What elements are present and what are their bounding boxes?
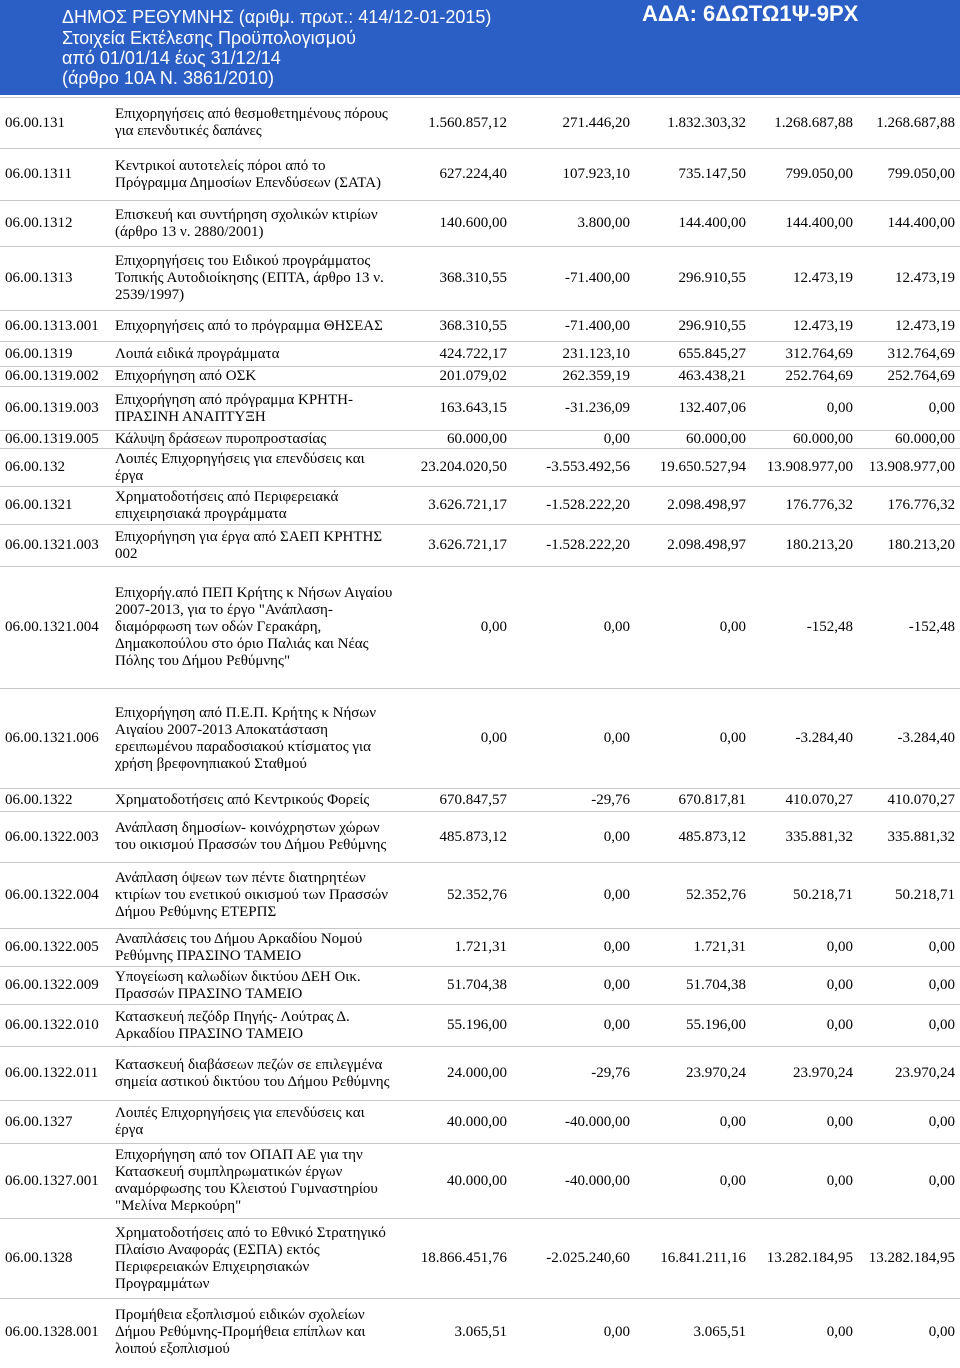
row-description: Λοιπά ειδικά προγράμματα [115, 345, 280, 362]
value-cell: 1.832.303,32 [667, 114, 746, 131]
table-row [0, 1143, 960, 1218]
row-code: 06.00.132 [5, 459, 65, 475]
row-code: 06.00.1319.002 [5, 368, 99, 384]
value-cell: 55.196,00 [447, 1017, 507, 1033]
value-cell: 0,00 [603, 1017, 630, 1033]
table-row [0, 811, 960, 862]
value-cell: 0,00 [719, 1113, 746, 1130]
row-code: 06.00.1321.006 [5, 730, 99, 746]
value-cell: 655.845,27 [678, 345, 746, 362]
table-row [0, 1298, 960, 1366]
value-cell: -2.025.240,60 [546, 1250, 630, 1266]
value-cell: 50.218,71 [793, 887, 853, 903]
row-code: 06.00.1322.011 [5, 1065, 99, 1081]
value-cell: 627.224,40 [439, 166, 507, 182]
row-description: Επισκευή και συντήρηση σχολικών κτιρίων (άρθρο 13 ν. 2880/2001) [115, 206, 378, 240]
row-code: 06.00.1319.005 [5, 431, 99, 447]
row-description: Υπογείωση καλωδίων δικτύου ΔΕΗ Οικ. Πρασσών ΠΡΑΣΙΝΟ ΤΑΜΕΙΟ [115, 968, 361, 1002]
value-cell: 16.841.211,16 [660, 1250, 746, 1266]
table-row [0, 688, 960, 788]
value-cell: 368.310,55 [439, 270, 507, 286]
value-cell: 55.196,00 [686, 1017, 746, 1033]
report-title: Στοιχεία Εκτέλεσης Προϋπολογισμού [62, 28, 356, 48]
value-cell: 144.400,00 [887, 215, 955, 231]
value-cell: 0,00 [928, 977, 955, 993]
value-cell: 0,00 [928, 1172, 955, 1189]
table-row [0, 97, 960, 148]
value-cell: 60.000,00 [447, 431, 507, 447]
table-row [0, 1100, 960, 1143]
value-cell: 0,00 [603, 828, 630, 845]
table-row [0, 1004, 960, 1046]
value-cell: 3.800,00 [577, 215, 630, 231]
value-cell: 1.268.687,88 [774, 114, 853, 131]
header-band [0, 0, 960, 95]
row-code: 06.00.1322.009 [5, 977, 99, 993]
value-cell: 0,00 [603, 1324, 630, 1340]
value-cell: 52.352,76 [447, 887, 507, 903]
value-cell: 132.407,06 [678, 400, 746, 416]
value-cell: 23.970,24 [793, 1065, 853, 1081]
row-description: Επιχορηγήσεις από το πρόγραμμα ΘΗΣΕΑΣ [115, 317, 383, 334]
value-cell: 271.446,20 [562, 114, 630, 131]
value-cell: 410.070,27 [887, 791, 955, 808]
value-cell: 3.065,51 [693, 1324, 746, 1340]
table-row [0, 310, 960, 341]
value-cell: 0,00 [928, 1113, 955, 1130]
value-cell: 180.213,20 [887, 537, 955, 553]
row-code: 06.00.1322.003 [5, 828, 99, 845]
value-cell: 12.473,19 [793, 317, 853, 334]
value-cell: 176.776,32 [887, 497, 955, 513]
value-cell: 231.123,10 [562, 345, 630, 362]
value-cell: 140.600,00 [439, 215, 507, 231]
value-cell: 144.400,00 [785, 215, 853, 231]
table-row [0, 566, 960, 688]
row-description: Κατασκευή διαβάσεων πεζών σε επιλεγμένα σημεία αστικού δικτύου του Δήμου Ρεθύμνης [115, 1056, 390, 1090]
value-cell: 50.218,71 [895, 887, 955, 903]
value-cell: 0,00 [826, 1113, 853, 1130]
row-description: Χρηματοδοτήσεις από το Εθνικό Στρατηγικό Πλαίσιο Αναφοράς (ΕΣΠΑ) εκτός Περιφερειακών Επιχειρησιακών Προγραμμάτων [115, 1224, 386, 1292]
value-cell: 23.970,24 [895, 1065, 955, 1081]
value-cell: -1.528.222,20 [546, 537, 630, 553]
row-description: Κεντρικοί αυτοτελείς πόροι από το Πρόγραμμα Δημοσίων Επενδύσεων (ΣΑΤΑ) [115, 157, 382, 191]
value-cell: 3.626.721,17 [428, 497, 507, 513]
value-cell: 180.213,20 [785, 537, 853, 553]
value-cell: -29,76 [591, 1065, 630, 1081]
table-row [0, 788, 960, 811]
row-description: Κατασκευή πεζόδρ Πηγής- Λούτρας Δ. Αρκαδίου ΠΡΑΣΙΝΟ ΤΑΜΕΙΟ [115, 1008, 350, 1042]
value-cell: 0,00 [603, 730, 630, 746]
value-cell: 40.000,00 [447, 1172, 507, 1189]
row-code: 06.00.1328 [5, 1250, 73, 1266]
value-cell: 0,00 [826, 977, 853, 993]
value-cell: 368.310,55 [439, 317, 507, 334]
value-cell: 40.000,00 [447, 1113, 507, 1130]
row-code: 06.00.1321.003 [5, 537, 99, 553]
row-description: Επιχορήγηση από πρόγραμμα ΚΡΗΤΗ- ΠΡΑΣΙΝΗ ΑΝΑΠΤΥΞΗ [115, 391, 353, 425]
value-cell: 13.282.184,95 [766, 1250, 853, 1266]
value-cell: -3.553.492,56 [546, 459, 630, 475]
value-cell: 0,00 [719, 730, 746, 746]
value-cell: 312.764,69 [785, 345, 853, 362]
value-cell: -40.000,00 [565, 1113, 630, 1130]
ada-code: ΑΔΑ: 6ΔΩΤΩ1Ψ-9ΡΧ [642, 1, 859, 26]
value-cell: 252.764,69 [785, 368, 853, 384]
value-cell: 51.704,38 [686, 977, 746, 993]
value-cell: 3.065,51 [454, 1324, 507, 1340]
table-row [0, 966, 960, 1004]
budget-table [0, 97, 960, 1366]
table-row [0, 524, 960, 566]
table-row [0, 1218, 960, 1298]
value-cell: 0,00 [603, 977, 630, 993]
table-row [0, 486, 960, 524]
row-code: 06.00.1319 [5, 345, 73, 362]
value-cell: 12.473,19 [895, 317, 955, 334]
row-description: Προμήθεια εξοπλισμού ειδικών σχολείων Δήμου Ρεθύμνης-Προμήθεια επίπλων και λοιπού εξοπλισμού [115, 1307, 366, 1357]
value-cell: 799.050,00 [887, 166, 955, 182]
value-cell: 0,00 [826, 1017, 853, 1033]
value-cell: 312.764,69 [887, 345, 955, 362]
value-cell: 19.650.527,94 [659, 459, 746, 475]
value-cell: -31.236,09 [565, 400, 630, 416]
value-cell: 0,00 [928, 1017, 955, 1033]
row-description: Ανάπλαση δημοσίων- κοινόχρηστων χώρων του οικισμού Πρασσών του Δήμου Ρεθύμνης [115, 820, 387, 853]
value-cell: 0,00 [928, 400, 955, 416]
value-cell: 144.400,00 [678, 215, 746, 231]
value-cell: 201.079,02 [439, 368, 507, 384]
row-description: Λοιπές Επιχορηγήσεις για επενδύσεις και έργα [115, 1105, 365, 1138]
value-cell: 107.923,10 [562, 166, 630, 182]
row-code: 06.00.1322.004 [5, 887, 99, 903]
value-cell: 0,00 [719, 1172, 746, 1189]
value-cell: 60.000,00 [686, 431, 746, 447]
value-cell: 670.847,57 [439, 791, 507, 808]
value-cell: 0,00 [603, 939, 630, 955]
row-code: 06.00.1322.005 [5, 939, 99, 955]
municipality-protocol: ΔΗΜΟΣ ΡΕΘΥΜΝΗΣ (αριθμ. πρωτ.: 414/12-01-2015) [62, 7, 492, 27]
value-cell: 296.910,55 [678, 270, 746, 286]
value-cell: 262.359,19 [562, 368, 630, 384]
row-code: 06.00.131 [5, 114, 65, 131]
row-description: Επιχορηγήσεις από θεσμοθετημένους πόρους για επενδυτικές δαπάνες [115, 106, 388, 139]
row-code: 06.00.1321.004 [5, 619, 99, 635]
table-row [0, 430, 960, 448]
row-code: 06.00.1313 [5, 270, 73, 286]
row-description: Κάλυψη δράσεων πυροπροστασίας [115, 431, 327, 447]
value-cell: 0,00 [719, 619, 746, 635]
value-cell: 13.282.184,95 [868, 1250, 955, 1266]
value-cell: 176.776,32 [785, 497, 853, 513]
value-cell: 0,00 [826, 1324, 853, 1340]
value-cell: 163.643,15 [439, 400, 507, 416]
value-cell: 23.970,24 [686, 1065, 746, 1081]
row-code: 06.00.1327.001 [5, 1172, 99, 1189]
value-cell: 2.098.498,97 [667, 537, 746, 553]
value-cell: 335.881,32 [785, 828, 853, 845]
value-cell: 12.473,19 [895, 270, 955, 286]
row-description: Χρηματοδοτήσεις από Περιφερειακά επιχειρησιακά προγράμματα [115, 488, 339, 522]
value-cell: 0,00 [480, 619, 507, 635]
value-cell: 0,00 [928, 1324, 955, 1340]
value-cell: 424.722,17 [439, 345, 507, 362]
row-code: 06.00.1311 [5, 166, 72, 182]
value-cell: 60.000,00 [895, 431, 955, 447]
value-cell: 410.070,27 [785, 791, 853, 808]
table-row [0, 246, 960, 310]
value-cell: -1.528.222,20 [546, 497, 630, 513]
table-row [0, 148, 960, 200]
table-row [0, 366, 960, 386]
value-cell: 1.721,31 [454, 939, 507, 955]
value-cell: 335.881,32 [887, 828, 955, 845]
value-cell: 485.873,12 [678, 828, 746, 845]
value-cell: -71.400,00 [565, 317, 630, 334]
row-code: 06.00.1319.003 [5, 400, 99, 416]
value-cell: -29,76 [591, 791, 630, 808]
value-cell: 1.721,31 [693, 939, 746, 955]
value-cell: 0,00 [928, 939, 955, 955]
value-cell: -71.400,00 [565, 270, 630, 286]
value-cell: 2.098.498,97 [667, 497, 746, 513]
row-description: Επιχορήγηση από ΟΣΚ [115, 368, 257, 384]
value-cell: 252.764,69 [887, 368, 955, 384]
value-cell: -3.284,40 [795, 730, 853, 746]
value-cell: 24.000,00 [447, 1065, 507, 1081]
value-cell: 60.000,00 [793, 431, 853, 447]
row-description: Επιχορήγηση από Π.Ε.Π. Κρήτης κ Νήσων Αιγαίου 2007-2013 Αποκατάσταση ερειπωμένου παραδοσιακού κτίσματος για χρήση βρεφονηπιακού Σταθμού [115, 704, 377, 772]
value-cell: 18.866.451,76 [420, 1250, 507, 1266]
row-description: Επιχορήγ.από ΠΕΠ Κρήτης κ Νήσων Αιγαίου 2007-2013, για το έργο "Ανάπλαση- διαμόρφωση των οδών Γερακάρη, Δημακοπούλου στο όριο Παλιάς και Νέας Πόλης του Δήμου Ρεθύμνης" [115, 585, 393, 669]
row-code: 06.00.1328.001 [5, 1324, 99, 1340]
value-cell: 12.473,19 [793, 270, 853, 286]
value-cell: -152,48 [908, 619, 955, 635]
value-cell: 296.910,55 [678, 317, 746, 334]
value-cell: 52.352,76 [686, 887, 746, 903]
value-cell: 735.147,50 [678, 166, 746, 182]
table-row [0, 862, 960, 928]
row-code: 06.00.1321 [5, 497, 73, 513]
value-cell: 1.268.687,88 [876, 114, 955, 131]
value-cell: -40.000,00 [565, 1172, 630, 1189]
value-cell: 0,00 [603, 431, 630, 447]
row-description: Ανάπλαση όψεων των πέντε διατηρητέων κτιρίων του ενετικού οικισμού των Πρασσών Δήμου Ρεθύμνης ΕΤΕΡΠΣ [115, 870, 388, 920]
row-code: 06.00.1313.001 [5, 317, 99, 334]
row-description: Λοιπές Επιχορηγήσεις για επενδύσεις και έργα [115, 450, 365, 484]
table-row [0, 1046, 960, 1100]
value-cell: 670.817,81 [678, 791, 746, 808]
report-period: από 01/01/14 έως 31/12/14 [62, 48, 281, 68]
value-cell: 23.204.020,50 [420, 459, 507, 475]
row-description: Αναπλάσεις του Δήμου Αρκαδίου Νομού Ρεθύμνης ΠΡΑΣΙΝΟ ΤΑΜΕΙΟ [115, 930, 363, 964]
row-code: 06.00.1327 [5, 1113, 73, 1130]
table-row [0, 386, 960, 430]
value-cell: 0,00 [826, 400, 853, 416]
table-row [0, 200, 960, 246]
value-cell: 1.560.857,12 [428, 114, 507, 131]
row-code: 06.00.1322.010 [5, 1017, 99, 1033]
value-cell: 3.626.721,17 [428, 537, 507, 553]
table-row [0, 341, 960, 366]
table-row [0, 448, 960, 486]
value-cell: -3.284,40 [897, 730, 955, 746]
row-description: Επιχορήγηση για έργα από ΣΑΕΠ ΚΡΗΤΗΣ 002 [115, 528, 383, 562]
value-cell: 13.908.977,00 [868, 459, 955, 475]
value-cell: 13.908.977,00 [766, 459, 853, 475]
row-description: Χρηματοδοτήσεις από Κεντρικούς Φορείς [115, 791, 370, 808]
value-cell: 0,00 [603, 619, 630, 635]
value-cell: 0,00 [826, 1172, 853, 1189]
table-row [0, 928, 960, 966]
value-cell: 51.704,38 [447, 977, 507, 993]
row-description: Επιχορηγήσεις του Ειδικού προγράμματος Τοπικής Αυτοδιοίκησης (ΕΠΤΑ, άρθρο 13 ν. 2539/1997) [115, 253, 384, 303]
value-cell: 463.438,21 [678, 368, 746, 384]
row-code: 06.00.1312 [5, 215, 73, 231]
value-cell: 0,00 [480, 730, 507, 746]
row-description: Επιχορήγηση από τον ΟΠΑΠ ΑΕ για την Κατασκευή συμπληρωματικών έργων αναμόρφωσης του Κλειστού Γυμναστηρίου "Μελίνα Μερκούρη" [115, 1147, 378, 1214]
value-cell: 485.873,12 [439, 828, 507, 845]
value-cell: 0,00 [826, 939, 853, 955]
value-cell: 0,00 [603, 887, 630, 903]
row-code: 06.00.1322 [5, 791, 73, 808]
legal-reference: (άρθρο 10Α Ν. 3861/2010) [62, 68, 275, 88]
value-cell: -152,48 [806, 619, 853, 635]
value-cell: 799.050,00 [785, 166, 853, 182]
